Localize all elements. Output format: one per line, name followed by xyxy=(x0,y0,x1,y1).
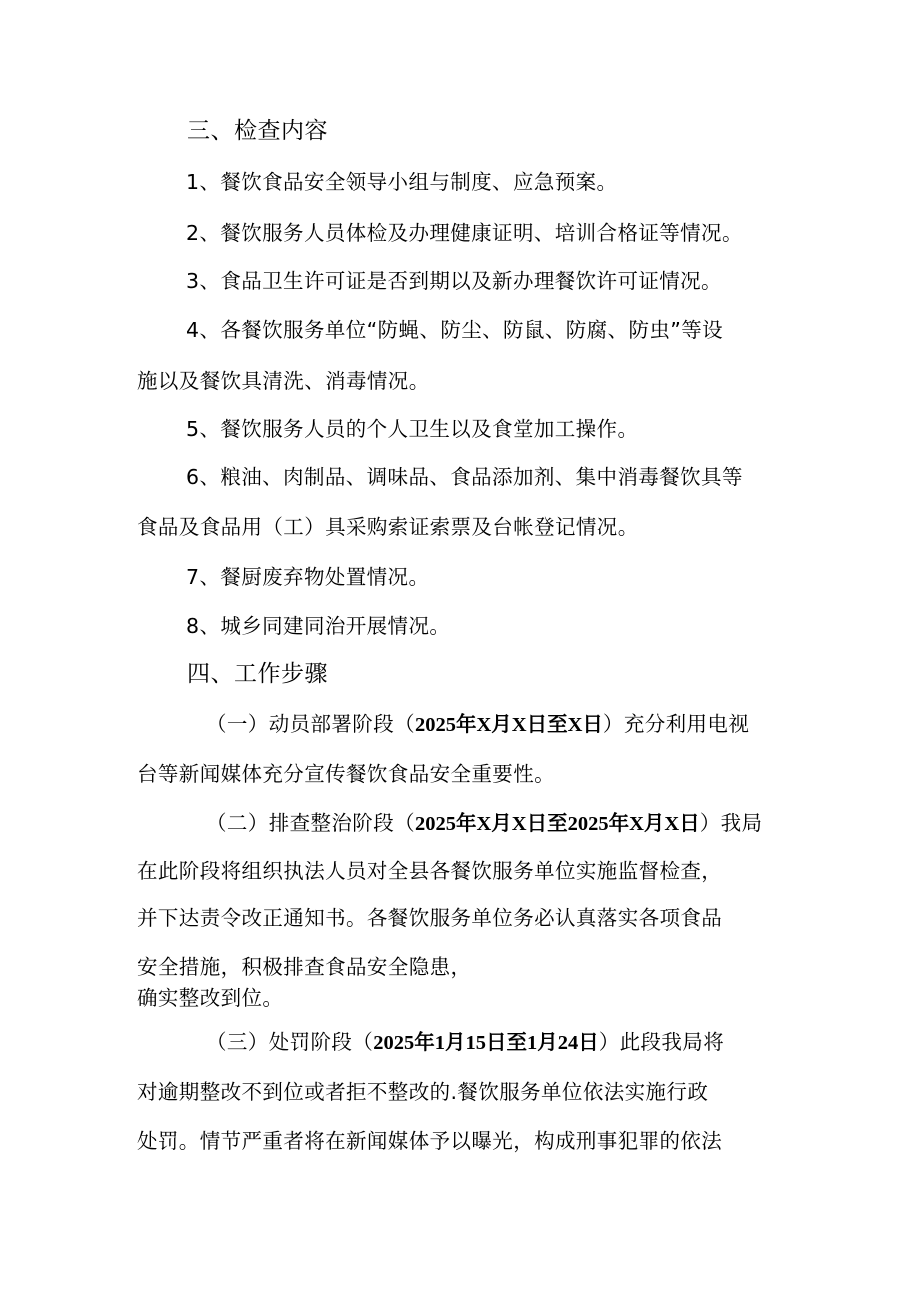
step-3-prefix: （三）处罚阶段（ xyxy=(206,1030,374,1054)
step-2-line-5: 确实整改到位。 xyxy=(137,986,284,1010)
step-1-line-1 xyxy=(206,709,749,740)
step-1-line-2: 台等新闻媒体充分宣传餐饮食品安全重要性。 xyxy=(137,762,555,786)
step-2-line-2: 在此阶段将组织执法人员对全县各餐饮服务单位实施监督检查， xyxy=(137,859,723,883)
step-2-suffix: ）我局 xyxy=(699,811,763,835)
step-2-prefix: （二）排查整治阶段（ xyxy=(206,811,415,835)
check-item-4-line-2: 施以及餐饮具清洗、消毒情况。 xyxy=(137,369,430,393)
step-3-suffix: ）此段我局将 xyxy=(598,1030,725,1054)
section-heading-4: 四、工作步骤 xyxy=(187,661,328,687)
check-item-2: 2、餐饮服务人员体检及办理健康证明、培训合格证等情况。 xyxy=(186,221,743,245)
check-item-8: 8、城乡同建同治开展情况。 xyxy=(186,614,451,638)
step-3-line-1 xyxy=(206,1027,724,1058)
step-3-line-2: 对逾期整改不到位或者拒不整改的.餐饮服务单位依法实施行政 xyxy=(137,1080,709,1104)
step-1-date: 2025年X月X日至X日 xyxy=(415,714,603,736)
step-3-line-3: 处罚。情节严重者将在新闻媒体予以曝光，构成刑事犯罪的依法 xyxy=(137,1129,723,1153)
check-item-3: 3、食品卫生许可证是否到期以及新办理餐饮许可证情况。 xyxy=(186,269,722,293)
step-2-line-4: 安全措施，积极排查食品安全隐患， xyxy=(137,955,472,979)
step-1-prefix: （一）动员部署阶段（ xyxy=(206,712,415,736)
section-heading-3: 三、检查内容 xyxy=(187,118,328,144)
check-item-7: 7、餐厨废弃物处置情况。 xyxy=(186,565,430,589)
check-item-1: 1、餐饮食品安全领导小组与制度、应急预案。 xyxy=(186,170,618,194)
check-item-6-line-1: 6、粮油、肉制品、调味品、食品添加剂、集中消毒餐饮具等 xyxy=(186,465,743,489)
check-item-6-line-2: 食品及食品用（工）具采购索证索票及台帐登记情况。 xyxy=(137,515,639,539)
step-2-line-1 xyxy=(206,808,762,839)
check-item-4-line-1: 4、各餐饮服务单位“防蝇、防尘、防鼠、防腐、防虫”等设 xyxy=(186,318,724,342)
check-item-5: 5、餐饮服务人员的个人卫生以及食堂加工操作。 xyxy=(186,417,639,441)
step-2-date: 2025年X月X日至2025年X月X日 xyxy=(415,813,700,835)
step-3-date: 2025年1月15日至1月24日 xyxy=(373,1032,599,1054)
step-2-line-3: 并下达责令改正通知书。各餐饮服务单位务必认真落实各项食品 xyxy=(137,906,723,930)
step-1-suffix: ）充分利用电视 xyxy=(602,712,750,736)
